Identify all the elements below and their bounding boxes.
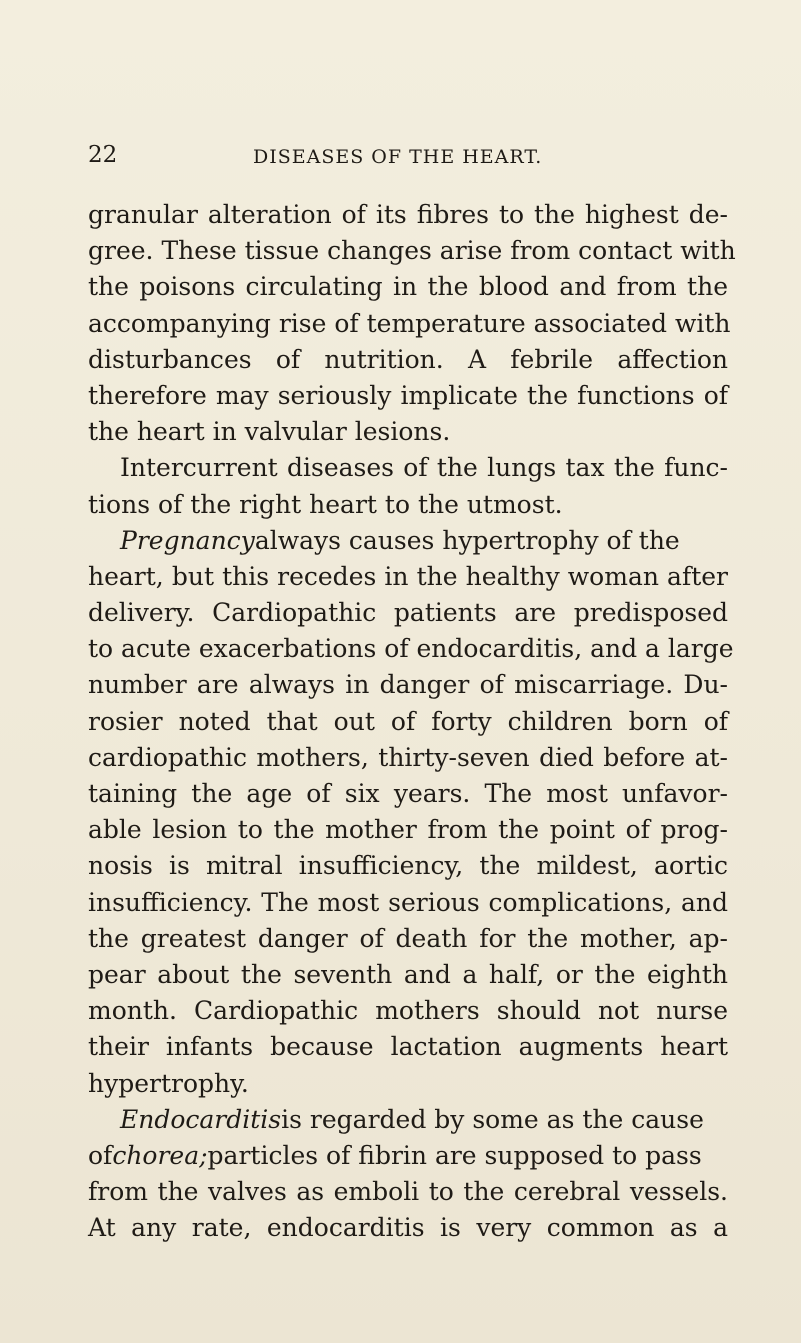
text-line-content: to acute exacerbations of endocarditis, and a large — [88, 634, 734, 664]
text-line — [88, 1066, 728, 1102]
text-line-content: the heart in valvular lesions. — [88, 417, 451, 447]
text-line-content: the poisons circulating in the blood and from the — [88, 272, 728, 302]
text-line-content: At any rate, endocarditis is very common as a — [88, 1213, 728, 1243]
text-line-content: hypertrophy. — [88, 1068, 249, 1098]
text-line-content: gree. These tissue changes arise from contact with — [88, 236, 736, 266]
text-fragment: particles of fibrin are supposed to pass — [207, 1140, 702, 1170]
page-number: 22 — [88, 142, 118, 168]
text-line — [88, 885, 728, 921]
text-line — [88, 667, 728, 703]
text-line — [88, 776, 728, 812]
text-line-content: the greatest danger of death for the mother, ap- — [88, 923, 728, 953]
text-line-content: delivery. Cardiopathic patients are predisposed — [88, 598, 728, 628]
text-line-content: taining the age of six years. The most unfavor- — [88, 779, 728, 808]
text-line — [88, 1102, 728, 1138]
text-line-content — [88, 1138, 728, 1174]
text-line-content: number are always in danger of miscarriage. Du- — [88, 670, 728, 700]
text-line — [88, 523, 728, 559]
text-line — [88, 197, 728, 233]
text-line-content: therefore may seriously implicate the functions of — [88, 380, 728, 410]
italic-term-pregnancy: Pregnancy — [120, 525, 255, 555]
text-line-content: month. Cardiopathic mothers should not nurse — [88, 996, 728, 1026]
text-fragment: always causes hypertrophy of the — [254, 525, 680, 555]
text-line-content: rosier noted that out of forty children born of — [88, 706, 728, 736]
text-line-content: insufficiency. The most serious complications, and — [88, 887, 728, 917]
text-line-content: cardiopathic mothers, thirty-seven died before at- — [88, 742, 728, 772]
text-line — [88, 378, 728, 414]
text-line — [88, 487, 728, 523]
text-line — [88, 993, 728, 1029]
text-line-content: pear about the seventh and a half, or the eighth — [88, 959, 728, 989]
text-line-content: granular alteration of its fibres to the highest de- — [88, 200, 728, 229]
text-line — [88, 740, 728, 776]
text-line — [88, 812, 728, 848]
text-line — [88, 848, 728, 884]
text-line-content: accompanying rise of temperature associated with — [88, 308, 731, 338]
text-line-content: from the valves as emboli to the cerebral vessels. — [88, 1177, 728, 1207]
text-line-content: their infants because lactation augments heart — [88, 1032, 728, 1062]
italic-term-chorea: chorea; — [112, 1140, 208, 1170]
text-fragment: is regarded by some as the cause — [281, 1104, 704, 1134]
text-line — [88, 269, 728, 305]
text-line — [88, 957, 728, 993]
text-line — [88, 342, 728, 378]
text-line — [88, 306, 731, 342]
page-header — [88, 142, 728, 178]
text-line-content: Intercurrent diseases of the lungs tax the func- — [120, 453, 728, 483]
running-head: DISEASES OF THE HEART. — [253, 146, 543, 168]
text-line — [88, 1174, 728, 1210]
italic-term-endocarditis: Endocarditis — [120, 1104, 282, 1134]
text-line — [88, 1210, 728, 1246]
text-line — [88, 414, 728, 450]
text-line-content: tions of the right heart to the utmost. — [88, 489, 563, 519]
body-text — [88, 197, 736, 1246]
text-line — [88, 559, 728, 595]
text-line-content: able lesion to the mother from the point of prog- — [88, 815, 728, 845]
text-line — [88, 595, 728, 631]
text-line — [88, 631, 734, 667]
text-line — [88, 921, 728, 957]
text-line-content: disturbances of nutrition. A febrile affection — [88, 344, 728, 374]
text-line — [88, 704, 728, 740]
text-fragment: of — [88, 1140, 113, 1170]
text-line-content — [120, 1102, 728, 1138]
text-line — [88, 450, 728, 486]
text-line-content: nosis is mitral insufficiency, the mildest, aortic — [88, 851, 728, 881]
text-line — [88, 1029, 728, 1065]
text-line — [88, 1138, 728, 1174]
text-line-content: heart, but this recedes in the healthy woman after — [88, 561, 728, 591]
text-line-content — [120, 523, 728, 559]
text-line — [88, 233, 736, 269]
